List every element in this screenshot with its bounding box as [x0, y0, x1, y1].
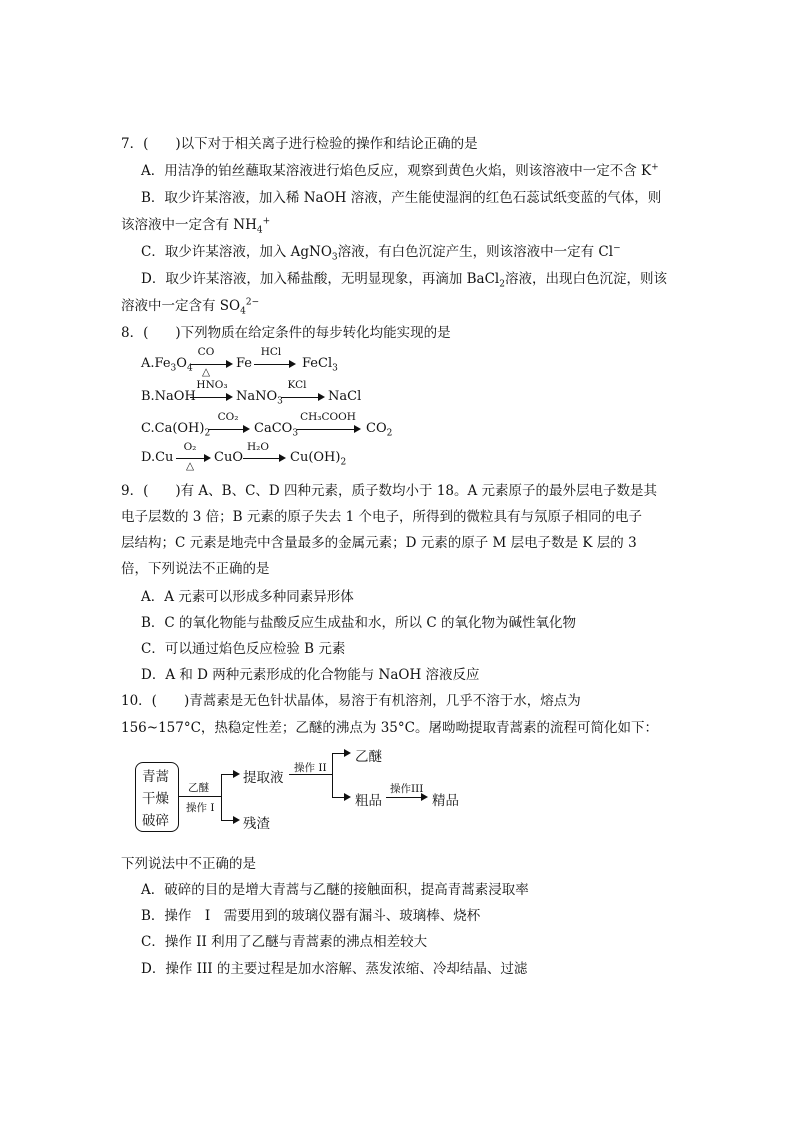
flow-residue: 残渣	[243, 816, 270, 832]
q8-c-mid: CaCO$_3$	[254, 421, 299, 439]
q7-option-c-sup: −	[613, 243, 621, 254]
q7-option-d-post: 溶液，出现白色沉淀，则该	[504, 271, 667, 287]
q8-c-arrow2	[297, 429, 359, 430]
flow-line-main	[179, 796, 221, 797]
flow-split-v2	[332, 753, 333, 797]
q10-option-c: C．操作 II 利用了乙醚与青蒿素的沸点相差较大	[141, 934, 428, 950]
q8-c-arrow1	[208, 429, 248, 430]
q8-b-mid: NaNO$_3$	[236, 389, 283, 407]
q8-a-end: FeCl$_3$	[302, 356, 338, 374]
q9-stem-line4: 倍，下列说法不正确的是	[121, 561, 270, 577]
q8-a-mid: Fe	[236, 356, 253, 371]
q7-option-b-line2	[121, 216, 270, 234]
q7-option-d2-sub: 4	[240, 306, 246, 317]
q7-option-d-pre: D．取少许某溶液，加入稀盐酸，无明显现象，再滴加 BaCl	[141, 271, 500, 287]
q8-c-start: $C.Ca(OH)_2$	[141, 421, 211, 439]
q9-option-d: D．A 和 D 两种元素形成的化合物能与 NaOH 溶液反应	[141, 667, 480, 683]
q8-d-end: $Cu(OH)_2$	[290, 450, 347, 468]
q7-option-c-sub: 3	[331, 252, 338, 263]
q7-option-d2-text: 溶液中一定含有 SO	[121, 298, 241, 314]
q8-a-arrow1	[191, 364, 231, 365]
flow-fine: 精品	[432, 793, 459, 809]
q8-b-cond2: KCl	[287, 379, 307, 391]
flow-arrow-ether	[332, 753, 349, 754]
q7-option-c-post: 溶液，有白色沉淀产生，则该溶液中一定有 Cl	[337, 244, 614, 260]
flow-op1-label: 操作 I	[186, 802, 215, 814]
flow-ether-out: 乙醚	[355, 749, 382, 765]
q8-b-cond1: HNO₃	[196, 379, 228, 391]
flow-arrow-fine	[386, 797, 426, 798]
q8-b-arrow1	[190, 397, 231, 398]
q8-d-cond2: H₂O	[247, 441, 269, 453]
q10-option-b: B．操作 I 需要用到的玻璃仪器有漏斗、玻璃棒、烧杯	[141, 908, 481, 924]
q8-stem: 8．( )下列物质在给定条件的每步转化均能实现的是	[121, 325, 451, 341]
flow-split-v1	[221, 774, 222, 820]
q9-stem-line1: 9．( )有 A、B、C、D 四种元素，质子数均小于 18。A 元素原子的最外层电子数是其	[121, 483, 658, 499]
q7-option-d-line1	[141, 270, 667, 288]
flow-arrow-extract	[221, 774, 238, 775]
q8-d-arrow2	[243, 458, 284, 459]
q8-d-cond1: O₂	[183, 441, 197, 453]
q8-b-end: NaCl	[328, 389, 362, 404]
q7-option-b-sub: 4	[256, 225, 263, 236]
q10-stem-line2: 156~157°C，热稳定性差；乙醚的沸点为 35°C。屠呦呦提取青蒿素的流程可简化如下：	[121, 720, 658, 736]
q7-option-c-pre: C．取少许某溶液，加入 AgNO	[141, 244, 332, 260]
q7-option-b-line1: B．取少许某溶液，加入稀 NaOH 溶液，产生能使湿润的红色石蕊试纸变蓝的气体，则	[141, 190, 662, 206]
flow-box-line3: 破碎	[142, 813, 169, 829]
q8-c-cond2: CH₃COOH	[300, 411, 356, 423]
q8-d-mid: CuO	[214, 450, 243, 465]
q8-a-cond1-heat: △	[201, 366, 211, 378]
q8-d-cond1-heat: △	[185, 460, 195, 472]
q7-stem: 7．( )以下对于相关离子进行检验的操作和结论正确的是	[121, 136, 478, 152]
q9-option-b: B．C 的氧化物能与盐酸反应生成盐和水，所以 C 的氧化物为碱性氧化物	[141, 615, 576, 631]
flow-op2-label: 操作 II	[294, 762, 327, 774]
q8-c-end: $CO_2$	[366, 421, 393, 439]
q8-b-start: B.NaOH	[141, 389, 196, 404]
q8-b-arrow2	[281, 397, 323, 398]
q9-option-c: C．可以通过焰色反应检验 B 元素	[141, 641, 346, 657]
q7-option-c	[141, 243, 621, 261]
q8-a-cond1: CO	[197, 346, 215, 358]
q8-a-start: $A.Fe_3O_4$	[141, 356, 193, 374]
q9-stem-line3: 层结构；C 元素是地壳中含量最多的金属元素；D 元素的原子 M 层电子数是 K 层的 3	[121, 535, 637, 551]
q7-option-d2-sup: 2−	[245, 297, 260, 308]
q10-stem-line1: 10．( )青蒿素是无色针状晶体，易溶于有机溶剂，几乎不溶于水，熔点为	[121, 693, 581, 709]
flow-crude: 粗品	[355, 793, 382, 809]
q8-a-arrow2	[254, 364, 294, 365]
q7-option-a-text: A．用洁净的铂丝蘸取某溶液进行焰色反应，观察到黄色火焰，则该溶液中一定不含 K	[141, 163, 652, 179]
q10-option-a: A．破碎的目的是增大青蒿与乙醚的接触面积，提高青蒿素浸取率	[141, 882, 529, 898]
q7-option-d-line2	[121, 297, 259, 315]
q10-ask: 下列说法中不正确的是	[121, 856, 256, 872]
q8-d-start: D.Cu	[141, 450, 174, 465]
q8-c-cond1: CO₂	[217, 411, 239, 423]
q7-option-a	[141, 162, 659, 180]
q7-option-b-text: 该溶液中一定含有 NH	[121, 217, 257, 233]
flow-op3-label: 操作III	[390, 783, 424, 795]
q10-option-d: D．操作 III 的主要过程是加水溶解、蒸发浓缩、冷却结晶、过滤	[141, 961, 528, 977]
flow-ether-label: 乙醚	[188, 782, 209, 794]
q7-option-a-sup: +	[651, 162, 659, 173]
flow-box-line2: 干燥	[142, 791, 169, 807]
q9-stem-line2: 电子层数的 3 倍；B 元素的原子失去 1 个电子，所得到的微粒具有与氖原子相同的电子	[121, 509, 643, 525]
flow-arrow-crude	[332, 797, 349, 798]
flow-arrow-residue	[221, 820, 238, 821]
q7-option-b-sup: +	[262, 216, 271, 227]
q9-option-a: A．A 元素可以形成多种同素异形体	[141, 589, 354, 605]
flow-box-line1: 青蒿	[142, 769, 169, 785]
flow-extract: 提取液	[243, 770, 284, 786]
q8-d-arrow1	[176, 458, 209, 459]
q7-option-d-sub: 2	[499, 279, 505, 290]
q8-a-cond2: HCl	[260, 346, 282, 358]
